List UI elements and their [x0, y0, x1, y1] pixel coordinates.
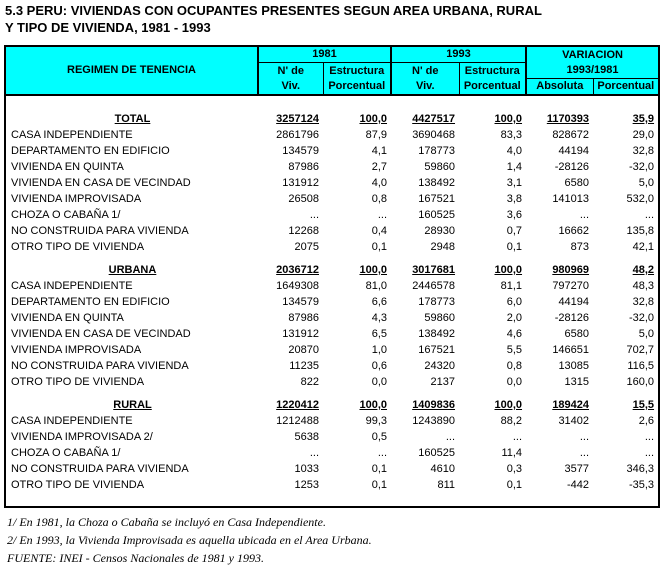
cell-value: 131912 — [282, 328, 319, 340]
table-row — [5, 374, 659, 390]
cell-value: 0,7 — [506, 225, 523, 237]
column-group-1981: 1981 — [258, 46, 391, 63]
cell-value: 5,5 — [506, 344, 523, 356]
cell-value: 0,8 — [506, 360, 523, 372]
spacer-cell — [5, 95, 659, 111]
cell-value: 4,0 — [506, 145, 523, 157]
cell-value: 5,0 — [638, 328, 655, 340]
cell-value: 1649308 — [276, 280, 319, 292]
header-line: Porcentual — [328, 79, 386, 92]
column-header-num-viv-1981 — [258, 63, 323, 96]
cell-value: -28126 — [554, 161, 590, 173]
cell-value: 160,0 — [626, 376, 655, 388]
cell-value: 2861796 — [276, 129, 319, 141]
cell-value: 160525 — [418, 447, 456, 459]
section-total-value: 1409836 — [412, 399, 456, 411]
header-line: Porcentual — [463, 79, 521, 92]
table-row — [5, 413, 659, 429]
cell-value: 3,1 — [506, 177, 523, 189]
cell-value: 81,1 — [500, 280, 523, 292]
cell-value: 532,0 — [626, 193, 655, 205]
section-total-row — [5, 397, 659, 413]
cell-value: 3577 — [564, 463, 590, 475]
cell-value: 0,3 — [506, 463, 523, 475]
cell-value: 1253 — [294, 479, 319, 491]
table-row — [5, 358, 659, 374]
cell-value: 87986 — [288, 312, 319, 324]
cell-value: ... — [644, 209, 655, 221]
cell-value: 28930 — [424, 225, 456, 237]
cell-value: 2,6 — [638, 415, 655, 427]
cell-value: 16662 — [558, 225, 590, 237]
cell-value: ... — [579, 431, 590, 443]
cell-value: -442 — [567, 479, 590, 491]
cell-value: 44194 — [558, 296, 590, 308]
section-total-value: 100,0 — [359, 113, 388, 125]
cell-value: 24320 — [424, 360, 456, 372]
cell-value: 811 — [437, 479, 456, 491]
cell-value: -28126 — [554, 312, 590, 324]
column-header-estructura-1981 — [323, 63, 391, 96]
cell-value: 48,3 — [632, 280, 655, 292]
row-label: VIVIENDA EN CASA DE VECINDAD — [11, 177, 191, 189]
cell-value: 138492 — [418, 177, 456, 189]
section-total-value: 100,0 — [494, 399, 523, 411]
cell-value: -35,3 — [628, 479, 655, 491]
cell-value: 1315 — [564, 376, 590, 388]
cell-value: ... — [512, 431, 523, 443]
cell-value: 3690468 — [412, 129, 456, 141]
table-row — [5, 159, 659, 175]
cell-value: 32,8 — [632, 145, 655, 157]
footnote-line: 2/ En 1993, la Vivienda Improvisada es aquella ubicada en el Area Urbana. — [7, 533, 372, 547]
variacion-label: VARIACION — [562, 48, 623, 61]
spacer-row — [5, 255, 659, 262]
cell-value: 88,2 — [500, 415, 523, 427]
section-total-value: 2036712 — [276, 264, 319, 276]
section-total-value: 100,0 — [494, 264, 523, 276]
row-label: CASA INDEPENDIENTE — [11, 129, 133, 141]
cell-value: 26508 — [288, 193, 319, 205]
column-header-absoluta: Absoluta — [526, 79, 593, 96]
cell-value: 1033 — [294, 463, 319, 475]
cell-value: 0,6 — [371, 360, 388, 372]
row-label: DEPARTAMENTO EN EDIFICIO — [11, 296, 170, 308]
cell-value: 702,7 — [626, 344, 655, 356]
cell-value: 4,3 — [371, 312, 388, 324]
cell-value: 87986 — [288, 161, 319, 173]
cell-value: 2,7 — [371, 161, 388, 173]
column-header-regimen-de-tenencia: REGIMEN DE TENENCIA — [5, 46, 258, 95]
header-line: N' de — [412, 64, 439, 77]
row-label: OTRO TIPO DE VIVIENDA — [11, 241, 145, 253]
cell-value: 167521 — [418, 193, 456, 205]
column-header-porcentual: Porcentual — [593, 79, 659, 96]
cell-value: 0,0 — [506, 376, 523, 388]
spacer-cell — [5, 493, 659, 507]
cell-value: 2137 — [430, 376, 456, 388]
spacer-row — [5, 493, 659, 507]
row-label: NO CONSTRUIDA PARA VIVIENDA — [11, 463, 189, 475]
cell-value: 1,4 — [506, 161, 523, 173]
section-label: TOTAL — [114, 113, 151, 125]
cell-value: 29,0 — [632, 129, 655, 141]
cell-value: 2446578 — [412, 280, 456, 292]
cell-value: 2948 — [430, 241, 456, 253]
table-row — [5, 191, 659, 207]
cell-value: 0,0 — [371, 376, 388, 388]
cell-value: 99,3 — [365, 415, 388, 427]
variacion-sublabel: 1993/1981 — [566, 63, 619, 76]
row-label: VIVIENDA IMPROVISADA — [11, 344, 142, 356]
cell-value: 178773 — [418, 145, 456, 157]
cell-value: ... — [309, 209, 319, 221]
cell-value: 138492 — [418, 328, 456, 340]
cell-value: 5,0 — [638, 177, 655, 189]
cell-value: 167521 — [418, 344, 456, 356]
header-line: Viv. — [281, 79, 301, 92]
cell-value: 20870 — [288, 344, 319, 356]
header-line: Estructura — [464, 64, 520, 77]
table-body — [5, 95, 659, 507]
row-label: CHOZA O CABAÑA 1/ — [11, 209, 121, 221]
cell-value: 0,4 — [371, 225, 388, 237]
cell-value: 0,5 — [371, 431, 388, 443]
cell-value: 797270 — [552, 280, 590, 292]
cell-value: 59860 — [424, 161, 456, 173]
cell-value: 0,1 — [371, 479, 388, 491]
cell-value: 6580 — [564, 328, 590, 340]
table-row — [5, 278, 659, 294]
table-row — [5, 223, 659, 239]
cell-value: 2,0 — [506, 312, 523, 324]
cell-value: 11235 — [289, 360, 319, 372]
row-label: VIVIENDA EN QUINTA — [11, 161, 124, 173]
cell-value: 1212488 — [276, 415, 319, 427]
column-group-1993: 1993 — [391, 46, 526, 63]
cell-value: 146651 — [552, 344, 590, 356]
table-row — [5, 429, 659, 445]
spacer-row — [5, 95, 659, 111]
cell-value: 87,9 — [365, 129, 388, 141]
spacer-row — [5, 390, 659, 397]
cell-value: ... — [579, 447, 590, 459]
cell-value: 44194 — [558, 145, 590, 157]
statistics-table — [4, 45, 660, 508]
cell-value: 0,1 — [506, 479, 523, 491]
table-row — [5, 294, 659, 310]
row-label: VIVIENDA IMPROVISADA — [11, 193, 142, 205]
cell-value: -32,0 — [628, 161, 655, 173]
cell-value: 0,1 — [371, 241, 388, 253]
cell-value: 6,5 — [371, 328, 388, 340]
header-line: Viv. — [415, 79, 435, 92]
cell-value: 13085 — [558, 360, 590, 372]
footnote-line: 1/ En 1981, la Choza o Cabaña se incluyó en Casa Independiente. — [7, 515, 326, 529]
cell-value: 59860 — [424, 312, 456, 324]
cell-value: 134579 — [282, 296, 319, 308]
section-total-row — [5, 262, 659, 278]
cell-value: 346,3 — [626, 463, 655, 475]
cell-value: 6580 — [564, 177, 590, 189]
header-line: Estructura — [329, 64, 385, 77]
row-label: CASA INDEPENDIENTE — [11, 280, 133, 292]
column-group-variacion — [526, 46, 659, 79]
cell-value: 3,6 — [506, 209, 523, 221]
cell-value: 178773 — [418, 296, 456, 308]
header-line: N' de — [277, 64, 304, 77]
cell-value: 81,0 — [365, 280, 388, 292]
cell-value: 11,4 — [501, 447, 523, 459]
row-label: OTRO TIPO DE VIVIENDA — [11, 376, 145, 388]
cell-value: 12268 — [288, 225, 319, 237]
cell-value: 828672 — [552, 129, 590, 141]
table-row — [5, 127, 659, 143]
row-label: CASA INDEPENDIENTE — [11, 415, 133, 427]
table-header — [5, 46, 659, 95]
section-label: RURAL — [113, 399, 152, 411]
section-total-value: 1220412 — [276, 399, 319, 411]
cell-value: 116,5 — [627, 360, 655, 372]
cell-value: 31402 — [558, 415, 590, 427]
cell-value: 3,8 — [506, 193, 523, 205]
table-row — [5, 461, 659, 477]
cell-value: 5638 — [294, 431, 319, 443]
cell-value: 1,0 — [371, 344, 388, 356]
cell-value: 2075 — [294, 241, 319, 253]
cell-value: 6,6 — [371, 296, 388, 308]
cell-value: 134579 — [282, 145, 319, 157]
section-total-value: 4427517 — [412, 113, 456, 125]
cell-value: ... — [309, 447, 319, 459]
table-row — [5, 143, 659, 159]
cell-value: 4,6 — [506, 328, 523, 340]
cell-value: 822 — [300, 376, 319, 388]
column-header-estructura-1993 — [459, 63, 526, 96]
table-row — [5, 326, 659, 342]
cell-value: 0,8 — [371, 193, 388, 205]
footnote-line: FUENTE: INEI - Censos Nacionales de 1981 y 1993. — [7, 551, 264, 565]
section-label: URBANA — [108, 264, 157, 276]
cell-value: 873 — [570, 241, 590, 253]
section-total-value: 3257124 — [276, 113, 319, 125]
cell-value: 83,3 — [500, 129, 523, 141]
row-label: VIVIENDA EN CASA DE VECINDAD — [11, 328, 191, 340]
row-label: CHOZA O CABAÑA 1/ — [11, 447, 121, 459]
cell-value: 0,1 — [371, 463, 388, 475]
spacer-cell — [5, 390, 659, 397]
table-row — [5, 445, 659, 461]
footnotes — [7, 515, 372, 565]
cell-value: 0,1 — [506, 241, 523, 253]
section-total-value: 15,5 — [632, 399, 655, 411]
cell-value: 4,0 — [371, 177, 388, 189]
row-label: DEPARTAMENTO EN EDIFICIO — [11, 145, 170, 157]
table-row — [5, 310, 659, 326]
row-label: VIVIENDA IMPROVISADA 2/ — [11, 431, 153, 443]
row-label: VIVIENDA EN QUINTA — [11, 312, 124, 324]
title-line-2: Y TIPO DE VIVIENDA, 1981 - 1993 — [5, 20, 211, 35]
column-header-num-viv-1993 — [391, 63, 459, 96]
cell-value: ... — [377, 209, 388, 221]
section-total-value: 35,9 — [632, 113, 655, 125]
cell-value: 135,8 — [626, 225, 655, 237]
row-label: OTRO TIPO DE VIVIENDA — [11, 479, 145, 491]
table-row — [5, 477, 659, 493]
cell-value: 4610 — [430, 463, 456, 475]
row-label: NO CONSTRUIDA PARA VIVIENDA — [11, 225, 189, 237]
section-total-value: 100,0 — [359, 264, 388, 276]
cell-value: 6,0 — [506, 296, 523, 308]
section-total-value: 1170393 — [546, 113, 590, 125]
cell-value: 32,8 — [632, 296, 655, 308]
cell-value: ... — [579, 209, 590, 221]
table-row — [5, 239, 659, 255]
cell-value: 160525 — [418, 209, 456, 221]
cell-value: 131912 — [282, 177, 319, 189]
header-row-groups — [5, 46, 659, 63]
cell-value: 141013 — [552, 193, 590, 205]
spacer-cell — [5, 255, 659, 262]
table-row — [5, 342, 659, 358]
cell-value: ... — [644, 431, 655, 443]
section-total-value: 100,0 — [494, 113, 523, 125]
row-label: NO CONSTRUIDA PARA VIVIENDA — [11, 360, 189, 372]
cell-value: ... — [377, 447, 388, 459]
table-row — [5, 175, 659, 191]
cell-value: 4,1 — [371, 145, 388, 157]
section-total-value: 48,2 — [632, 264, 655, 276]
title-line-1: 5.3 PERU: VIVIENDAS CON OCUPANTES PRESENTES SEGUN AREA URBANA, RURAL — [5, 3, 542, 18]
section-total-row — [5, 111, 659, 127]
page-title — [5, 2, 542, 36]
cell-value: ... — [445, 431, 456, 443]
cell-value: ... — [644, 447, 655, 459]
section-total-value: 100,0 — [359, 399, 388, 411]
section-total-value: 3017681 — [412, 264, 456, 276]
section-total-value: 189424 — [552, 399, 590, 411]
table-row — [5, 207, 659, 223]
cell-value: -32,0 — [628, 312, 655, 324]
cell-value: 1243890 — [412, 415, 456, 427]
cell-value: 42,1 — [632, 241, 655, 253]
section-total-value: 980969 — [552, 264, 590, 276]
